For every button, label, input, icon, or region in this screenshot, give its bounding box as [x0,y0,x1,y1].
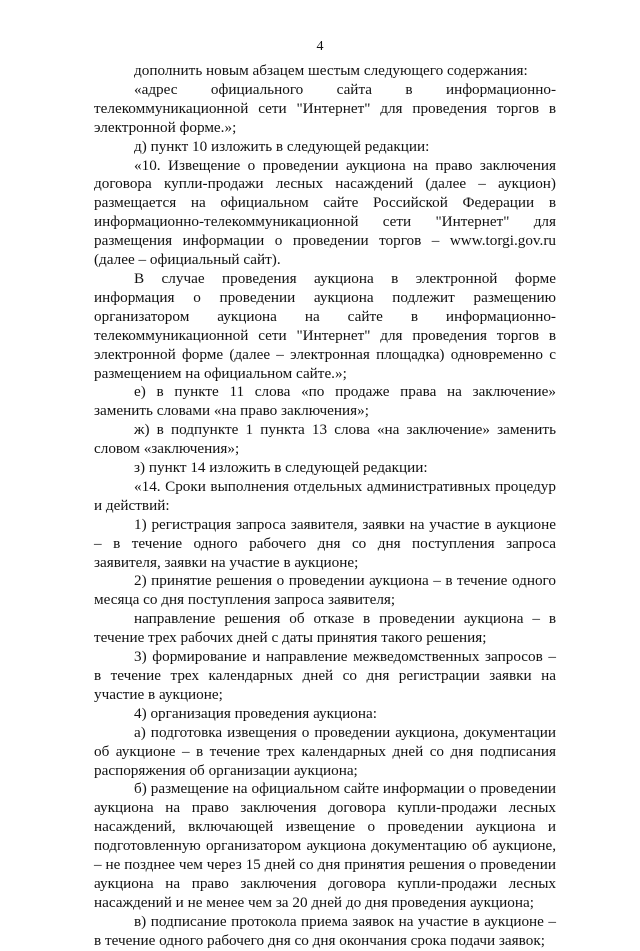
paragraph: ж) в подпункте 1 пункта 13 слова «на заключение» заменить словом «заключения»; [94,421,556,458]
document-body [94,62,556,951]
paragraph: е) в пункте 11 слова «по продаже права на заключение» заменить словами «на право заключения»; [94,383,556,420]
paragraph: а) подготовка извещения о проведении аукциона, документации об аукционе – в течение трех календарных дней со дня подписания распоряжения об организации аукциона; [94,723,556,779]
paragraph: 2) принятие решения о проведении аукциона – в течение одного месяца со дня поступления запроса заявителя; [94,572,556,609]
paragraph: «10. Извещение о проведении аукциона на право заключения договора купли-продажи лесных насаждений (далее – аукцион) размещается на официальном сайте Российской Федерации в информационно-телекоммуникационной сети "Интернет" для размещения информации о проведении торгов – www.torgi.gov.ru (далее – официальный сайт). [94,156,556,269]
paragraph: б) размещение на официальном сайте информации о проведении аукциона на право заключения договора купли-продажи лесных насаждений, включающей извещение о проведении аукциона и подготовленную организатором аукциона документацию об аукционе, – не позднее чем через 15 дней со дня принятия решения о проведении аукциона на право заключения договора купли-продажи лесных насаждений и не менее чем за 20 дней до дня проведения аукциона; [94,780,556,911]
paragraph: 4) организация проведения аукциона: [134,704,377,722]
paragraph: В случае проведения аукциона в электронной форме информация о проведении аукциона подлежит размещению организатором аукциона на сайте в информационно-телекоммуникационной сети "Интернет" для проведения торгов в электронной форме (далее – электронная площадка) одновременно с размещением на официальном сайте.»; [94,269,556,382]
paragraph: 1) регистрация запроса заявителя, заявки на участие в аукционе – в течение одного рабочего дня со дня поступления запроса заявителя, заявки на участие в аукционе; [94,515,556,571]
paragraph: направление решения об отказе в проведении аукциона – в течение трех рабочих дней с даты принятия такого решения; [94,610,556,647]
paragraph: «14. Сроки выполнения отдельных административных процедур и действий: [94,477,556,514]
paragraph: «адрес официального сайта в информационно-телекоммуникационной сети "Интернет" для проведения торгов в электронной форме.»; [94,80,556,136]
paragraph: д) пункт 10 изложить в следующей редакции: [134,137,430,155]
paragraph: в) подписание протокола приема заявок на участие в аукционе – в течение одного рабочего дня со дня окончания срока подачи заявок; [94,912,556,949]
page-number: 4 [316,39,324,54]
paragraph: 3) формирование и направление межведомственных запросов – в течение трех календарных дней со дня регистрации заявки на участие в аукционе; [94,648,556,703]
paragraph: дополнить новым абзацем шестым следующего содержания: [134,62,528,79]
paragraph: з) пункт 14 изложить в следующей редакции: [134,459,428,477]
